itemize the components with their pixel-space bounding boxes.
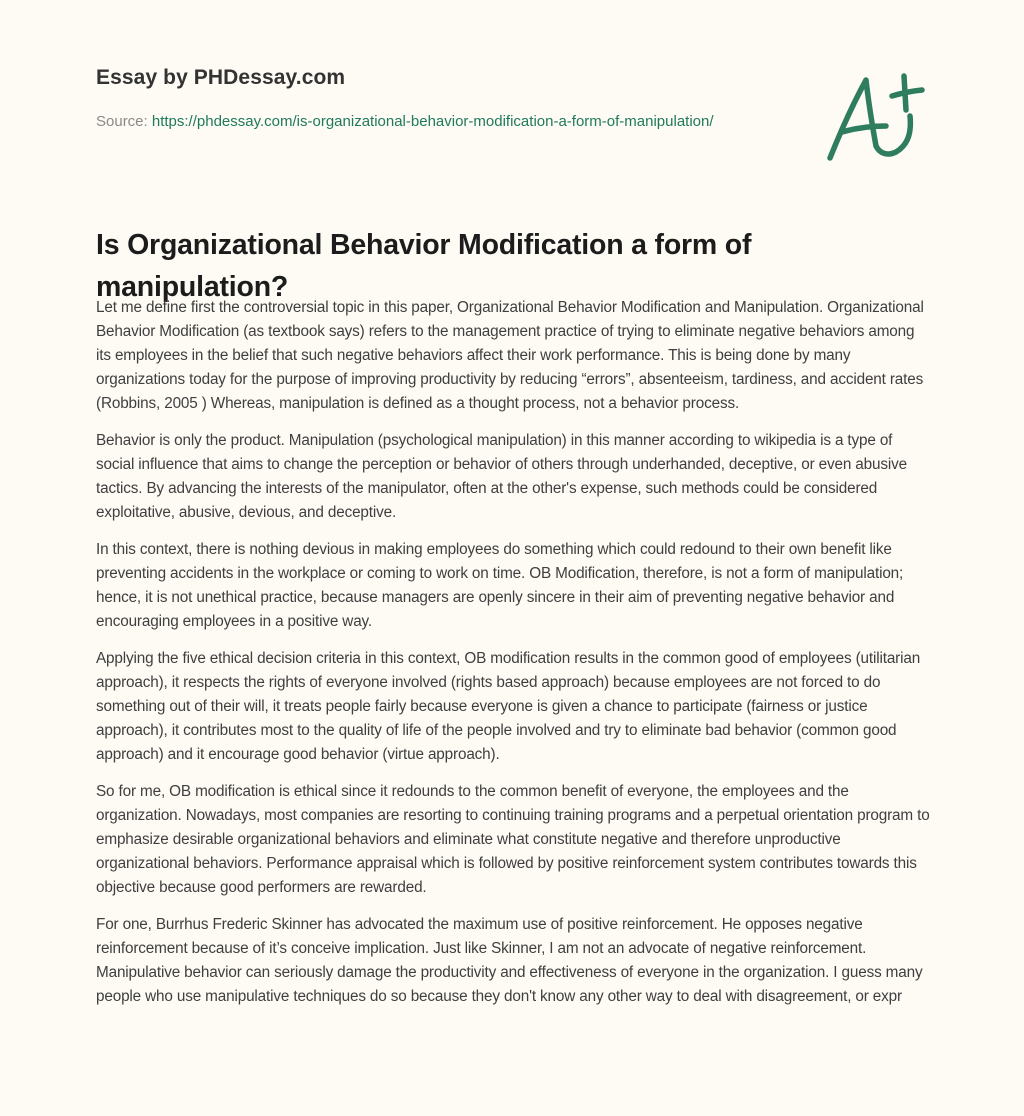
- paragraph: For one, Burrhus Frederic Skinner has advocated the maximum use of positive reinforcement. He opposes negative reinforcement because of it’s conceive implication. Just like Skinner, I am not an advocate of negative reinforcement. Manipulative behavior can seriously damage the productivity and effectiveness of everyone in the organization. I guess many people who use manipulative techniques do so because they don't know any other way to deal with disagreement, or expr: [96, 916, 923, 1005]
- paragraph: Applying the five ethical decision criteria in this context, OB modification results in the common good of employees (utilitarian approach), it respects the rights of everyone involved (rights based approach) because employees are not forced to do something out of their will, it treats people fairly because everyone is given a chance to participate (fairness or justice approach), it contributes most to the quality of life of the people involved and try to eliminate bad behavior (common good approach) and it encourage good behavior (virtue approach).: [96, 650, 921, 763]
- paragraph: So for me, OB modification is ethical since it redounds to the common benefit of everyone, the employees and the organization. Nowadays, most companies are resorting to continuing training programs and a perpetual orientation program to emphasize desirable organizational behaviors and eliminate what constitute negative and therefore unproductive organizational behaviors. Performance appraisal which is followed by positive reinforcement system contributes towards this objective because good performers are rewarded.: [96, 783, 930, 896]
- article-title: Is Organizational Behavior Modification a form of manipulation?: [96, 229, 752, 303]
- paragraph: In this context, there is nothing devious in making employees do something which could redound to their own benefit like preventing accidents in the workplace or coming to work on time. OB Modification, therefore, is not a form of manipulation; hence, it is not unethical practice, because managers are openly sincere in their aim of preventing negative behavior and encouraging employees in a positive way.: [96, 541, 904, 630]
- page-header: [96, 64, 736, 134]
- a-plus-grade-icon: [818, 66, 930, 166]
- paragraph: Behavior is only the product. Manipulation (psychological manipulation) in this manner according to wikipedia is a type of social influence that aims to change the perception or behavior of others through underhanded, deceptive, or even abusive tactics. By advancing the interests of the manipulator, often at the other's expense, such methods could be considered exploitative, abusive, devious, and deceptive.: [96, 432, 907, 521]
- article-body: [96, 296, 932, 1022]
- paragraph: Let me define first the controversial topic in this paper, Organizational Behavior Modification and Manipulation. Organizational Behavior Modification (as textbook says) refers to the management practice of trying to eliminate negative behaviors among its employees in the belief that such negative behaviors affect their work performance. This is being done by many organizations today for the purpose of improving productivity by reducing “errors”, absenteeism, tardiness, and accident rates (Robbins, 2005 ) Whereas, manipulation is defined as a thought process, not a behavior process.: [96, 299, 924, 412]
- site-title: Essay by PHDessay.com: [96, 66, 346, 89]
- source-label: Source:: [96, 113, 148, 130]
- source-link[interactable]: https://phdessay.com/is-organizational-behavior-modification-a-form-of-manipulation/: [151, 113, 714, 130]
- source-line: [96, 110, 736, 134]
